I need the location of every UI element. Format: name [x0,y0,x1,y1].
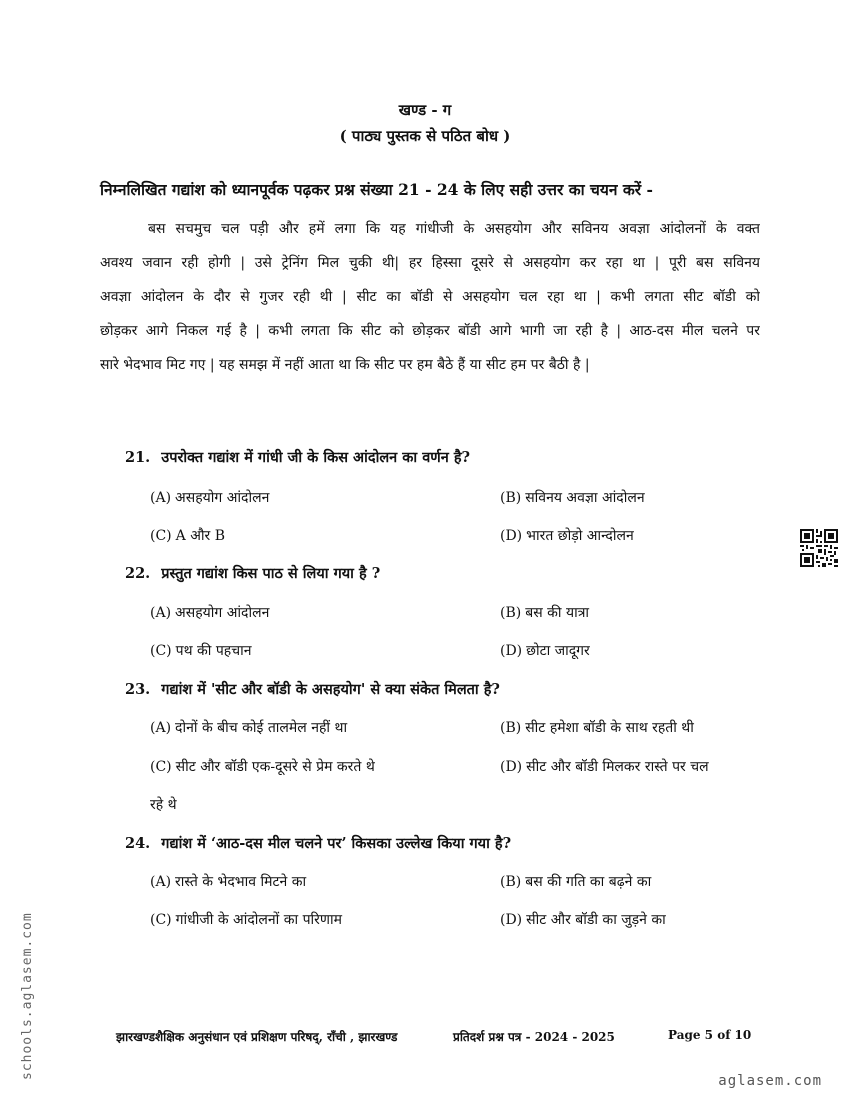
option-23-a [150,718,347,737]
option-text: सीट और बॉडी मिलकर रास्ते पर चल [526,759,709,775]
option-label: (B) [500,720,522,736]
option-label: (D) [500,643,523,659]
question-text: प्रस्तुत गद्यांश किस पाठ से लिया गया है ? [161,565,381,582]
bottom-watermark: aglasem.com [718,1073,822,1089]
passage-line: छोड़कर आगे निकल गई है | कभी लगता कि सीट को छोड़कर बॉडी आगे भागी जा रही है | आठ-दस मील चलने पर [100,323,760,339]
qr-code-icon [800,529,838,567]
option-label: (A) [150,874,172,890]
footer-paper-title: प्रतिदर्श प्रश्न पत्र - 2024 - 2025 [453,1030,615,1044]
option-text: बस की यात्रा [525,605,590,621]
option-label: (B) [500,490,522,506]
side-watermark-text: schools.aglasem.com [20,912,35,1080]
option-24-c [150,910,342,929]
option-23-b [500,718,694,737]
question-number: 21. [125,449,151,466]
option-22-c [150,641,252,660]
option-label: (A) [150,720,172,736]
question-text: गद्यांश में ‘आठ-दस मील चलने पर’ किसका उल्लेख किया गया है? [161,835,512,852]
option-label: (B) [500,874,522,890]
option-text: गांधीजी के आंदोलनों का परिणाम [175,912,343,928]
option-label: (D) [500,528,523,544]
instruction-heading: निम्नलिखित गद्यांश को ध्यानपूर्वक पढ़कर प्रश्न संख्या 21 - 24 के लिए सही उत्तर का चयन करें - [100,180,653,199]
option-24-a [150,872,306,891]
option-label: (C) [150,759,172,775]
option-label: (C) [150,643,172,659]
option-23-c [150,757,375,776]
passage [100,212,760,382]
option-text: भारत छोड़ो आन्दोलन [526,528,634,544]
passage-line: अवश्य जवान रही होगी | उसे ट्रेनिंग मिल चुकी थी| हर हिस्सा दूसरे से असहयोग कर रहा था | पूरी बस सविनय [100,255,760,271]
option-21-a [150,488,269,507]
option-text: असहयोग आंदोलन [175,490,270,506]
option-21-d [500,526,634,545]
option-text: बस की गति का बढ़ने का [525,874,652,890]
option-text: सीट और बॉडी का जुड़ने का [526,912,666,928]
question-24 [125,833,765,853]
option-label: (D) [500,912,523,928]
option-22-a [150,603,269,622]
option-23-d [500,757,709,776]
option-text: असहयोग आंदोलन [175,605,270,621]
footer-page-number: Page 5 of 10 [668,1028,752,1042]
option-label: (A) [150,605,172,621]
question-text: गद्यांश में 'सीट और बॉडी के असहयोग' से क्या संकेत मिलता है? [161,681,500,698]
question-number: 24. [125,835,151,852]
question-21 [125,447,765,467]
section-title: खण्ड - ग [398,101,452,119]
question-text: उपरोक्त गद्यांश में गांधी जी के किस आंदोलन का वर्णन है? [161,449,471,466]
option-21-c [150,526,225,545]
option-label: (D) [500,759,523,775]
option-label: (A) [150,490,172,506]
question-22 [125,563,765,583]
option-21-b [500,488,645,507]
question-number: 22. [125,565,151,582]
question-number: 23. [125,681,151,698]
option-22-b [500,603,589,622]
question-23 [125,679,765,699]
option-text: दोनों के बीच कोई तालमेल नहीं था [175,720,348,736]
option-24-b [500,872,651,891]
option-text: सीट और बॉडी एक-दूसरे से प्रेम करते थे [175,759,375,775]
passage-line: अवज्ञा आंदोलन के दौर से गुजर रही थी | सीट का बॉडी से असहयोग चल रहा था | कभी लगता सीट बॉडी को [100,289,760,305]
option-text: सीट हमेशा बॉडी के साथ रहती थी [525,720,694,736]
option-text: छोटा जादूगर [526,643,590,659]
option-text: पथ की पहचान [175,643,252,659]
option-24-d [500,910,666,929]
passage-line: सारे भेदभाव मिट गए | यह समझ में नहीं आता था कि सीट पर हम बैठे हैं या सीट हम पर बैठी है | [100,357,590,373]
option-label: (B) [500,605,522,621]
side-watermark [0,900,35,1080]
option-text: सविनय अवज्ञा आंदोलन [525,490,645,506]
option-label: (C) [150,912,172,928]
option-22-d [500,641,590,660]
footer-council: झारखण्डशैक्षिक अनुसंधान एवं प्रशिक्षण परिषद्, राँची , झारखण्ड [116,1030,398,1044]
passage-line: बस सचमुच चल पड़ी और हमें लगा कि यह गांधीजी के असहयोग और सविनय अवज्ञा आंदोलनों के वक्त [148,221,760,237]
section-subtitle: ( पाठ्य पुस्तक से पठित बोध ) [339,127,511,145]
option-text: रास्ते के भेदभाव मिटने का [175,874,307,890]
option-text: A और B [175,528,225,544]
option-23-continuation: रहे थे [150,797,177,813]
option-label: (C) [150,528,172,544]
